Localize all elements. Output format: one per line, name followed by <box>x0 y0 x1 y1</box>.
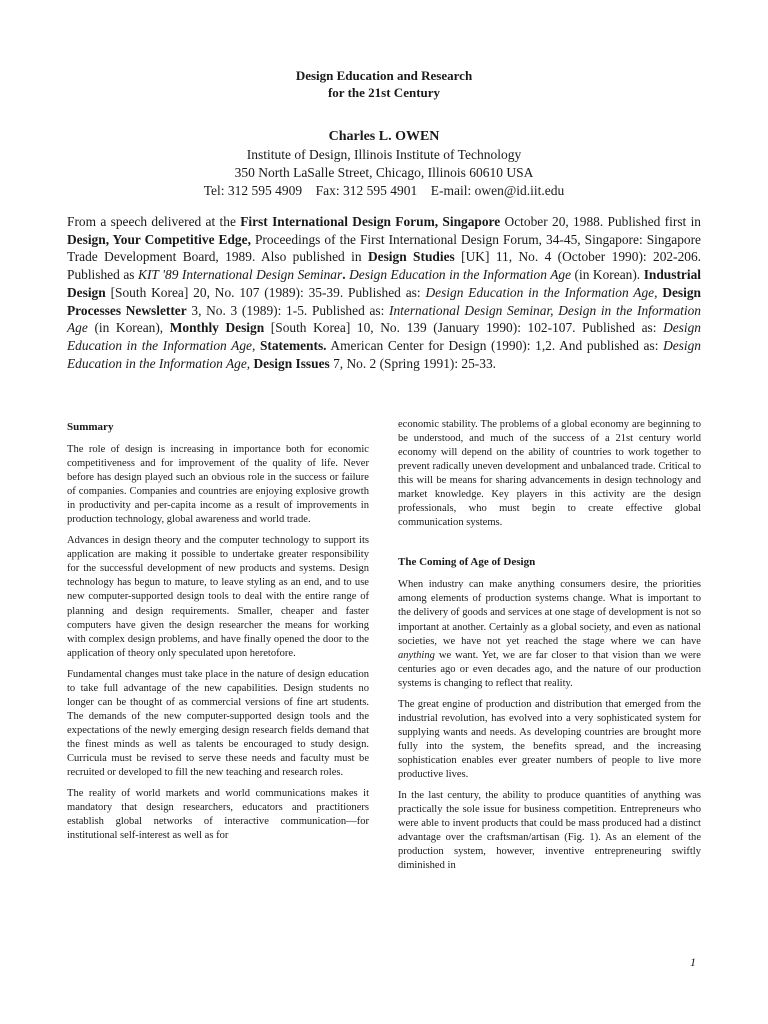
page-number: 1 <box>690 955 696 969</box>
paragraph: The role of design is increasing in importance both for economic competitiveness and for improvement of the quality of life. Never before has design played such an obvious role in the success or failure of companies. Companies and countries are enjoying explosive growth in productivity and per-capita income as a result of improvements in production technology, global awareness and world trade. <box>67 444 369 526</box>
summary-heading: Summary <box>67 421 114 433</box>
title-line-1: Design Education and Research <box>295 68 473 83</box>
right-column <box>398 418 701 880</box>
author-block <box>0 128 768 200</box>
paragraph: Advances in design theory and the computer technology to support its application are making it possible to undertake greater responsibility for the successful development of new products and systems. Design technology has begun to mature, to leave styling as an end, and to use new computer-supported design tools to deal with the entire range of planning and design requirements. Smaller, cheaper and faster computers have given the design researcher the means for working with complex design problems, and have finally opened the door to the application of theory only speculated upon heretofore. <box>67 535 369 659</box>
paper-title <box>0 67 768 101</box>
author-address: 350 North LaSalle Street, Chicago, Illinois 60610 USA <box>234 165 534 180</box>
section-heading: The Coming of Age of Design <box>398 556 536 569</box>
author-name: Charles L. OWEN <box>328 129 440 144</box>
author-contact: Tel: 312 595 4909 Fax: 312 595 4901 E-mail: owen@id.iit.edu <box>203 183 565 198</box>
paragraph: In the last century, the ability to produce quantities of anything was practically the sole issue for business competition. Entrepreneurs who were able to invent products that could be mass produced had a distinct advantage over the craftsman/artisan (Fig. 1). As an element of the production system, however, inventive entrepreneuring swiftly diminished in <box>398 790 701 872</box>
left-column <box>67 420 369 850</box>
paragraph: Fundamental changes must take place in the nature of design education to take full advantage of the new capabilities. Design students no longer can be thought of as commercial versions of fine art students. The demands of the new computer-supported design tools and the expectations of the newly emerging design research fields demand that the finest minds as well as talents be encouraged to study design. Curricula must be revised to serve these needs and faculty must be recruited or developed to fill the new teaching and research roles. <box>67 668 369 779</box>
author-institution: Institute of Design, Illinois Institute of Technology <box>246 147 522 162</box>
paragraph: When industry can make anything consumers desire, the priorities among elements of production systems change. What is important to the delivery of goods and services at one stage of development is not so important at another. Certainly as a global society, and even as national societies, we have not yet reached the stage where we can have anything we want. Yet, we are far closer to that vision than we were centuries ago or even decades ago, and the nature of our production systems is changing to reflect that reality. <box>398 579 701 689</box>
title-line-2: for the 21st Century <box>327 85 441 100</box>
paragraph: The reality of world markets and world communications makes it mandatory that design researchers, educators and practitioners establish global networks of interactive communication—for institutional self-interest as well as for <box>67 788 369 842</box>
paragraph: The great engine of production and distribution that emerged from the industrial revolution, has evolved into a very sophisticated system for supplying wants and needs. As developing countries are brought more fully into the system, the benefits spread, and the increasing sophistication enables ever greater numbers of people to live more productive lives. <box>398 698 701 780</box>
paragraph: economic stability. The problems of a global economy are beginning to be understood, and much of the success of a 21st century world economy will depend on the ability of countries to work together to prevent radically uneven development and unbalanced trade. Critical to this will be means for sharing advancements in design technology and market knowledge. Key players in this activity are the design professionals, who must begin to create effective global communication systems. <box>398 419 701 529</box>
publication-history: From a speech delivered at the First International Design Forum, Singapore October 20, 1988. Published first in Design, Your Competitive Edge, Proceedings of the First International Design Forum, 34-45, Singapore: Singapore Trade Development Board, 1989. Also published in Design Studies [UK] 11, No. 4 (October 1990): 202-206. Published as KIT '89 International Design Seminar. Design Education in the Information Age (in Korean). Industrial Design [South Korea] 20, No. 107 (1989): 35-39. Published as: Design Education in the Information Age, Design Processes Newsletter 3, No. 3 (1989): 1-5. Published as: International Design Seminar, Design in the Information Age (in Korean), Monthly Design [South Korea] 10, No. 139 (January 1990): 102-107. Published as: Design Education in the Information Age, Statements. American Center for Design (1990): 1,2. And published as: Design Education in the Information Age, Design Issues 7, No. 2 (Spring 1991): 25-33. <box>67 214 702 371</box>
